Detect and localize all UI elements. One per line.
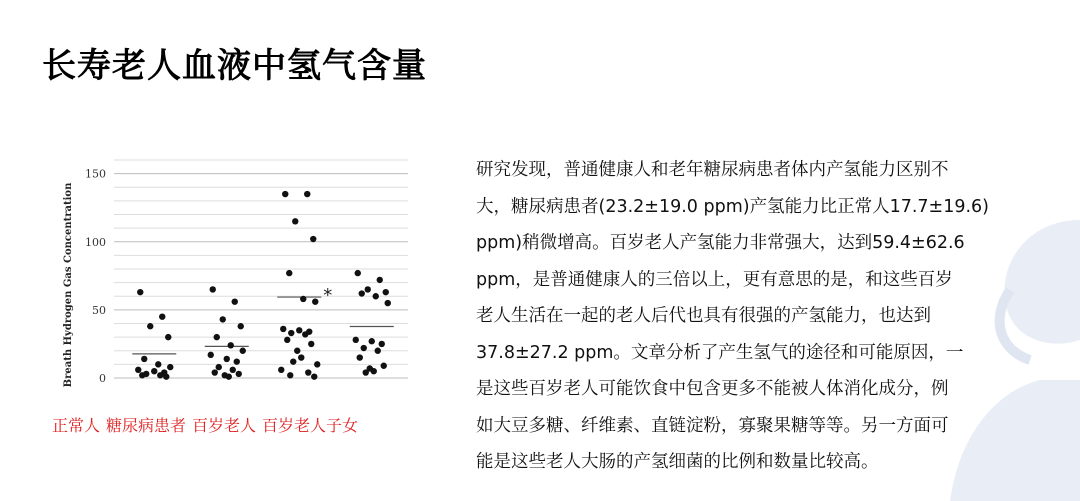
data-point bbox=[141, 356, 147, 362]
data-point bbox=[373, 293, 379, 299]
category-label-centenarian-offspring: 百岁老人子女 bbox=[262, 416, 359, 435]
data-point bbox=[357, 354, 363, 360]
data-point bbox=[302, 331, 308, 337]
data-point bbox=[296, 327, 302, 333]
data-point bbox=[224, 356, 230, 362]
paragraph-line: 研究发现，普通健康人和老年糖尿病患者体内产氢能力区别不 bbox=[476, 160, 949, 180]
data-point bbox=[167, 364, 173, 370]
data-point bbox=[220, 316, 226, 322]
category-label-centenarian: 百岁老人 bbox=[192, 416, 257, 435]
data-point bbox=[381, 363, 387, 369]
paragraph-line: 能是这些老人大肠的产氢细菌的比例和数量比较高。 bbox=[476, 452, 879, 472]
data-point bbox=[214, 334, 220, 340]
data-point bbox=[355, 270, 361, 276]
data-point bbox=[294, 348, 300, 354]
data-point bbox=[151, 368, 157, 374]
data-point bbox=[165, 334, 171, 340]
data-point bbox=[290, 358, 296, 364]
data-point bbox=[228, 342, 234, 348]
category-label-normal: 正常人 bbox=[52, 416, 101, 435]
data-point bbox=[280, 326, 286, 332]
data-point bbox=[238, 323, 244, 329]
data-point bbox=[278, 367, 284, 373]
chart-svg bbox=[58, 150, 418, 395]
y-tick-label: 100 bbox=[85, 235, 106, 249]
data-point bbox=[155, 361, 161, 367]
data-point bbox=[240, 348, 246, 354]
data-point bbox=[361, 345, 367, 351]
data-point bbox=[312, 299, 318, 305]
data-point bbox=[377, 277, 383, 283]
data-point bbox=[383, 289, 389, 295]
y-tick-label: 150 bbox=[85, 167, 106, 181]
data-point bbox=[308, 341, 314, 347]
data-point bbox=[139, 372, 145, 378]
data-point bbox=[147, 323, 153, 329]
data-point bbox=[305, 369, 311, 375]
body-paragraph bbox=[476, 152, 1046, 481]
significance-marker: * bbox=[323, 285, 333, 307]
mean-lines bbox=[132, 297, 394, 354]
data-point bbox=[216, 364, 222, 370]
paragraph-line: 37.8±27.2 ppm。文章分析了产生氢气的途径和可能原因，一 bbox=[476, 342, 964, 363]
y-axis-label: Breath Hydrogen Gas Concentration bbox=[63, 182, 74, 388]
data-point bbox=[159, 313, 165, 319]
y-tick-label: 0 bbox=[99, 372, 106, 385]
data-point bbox=[234, 358, 240, 364]
data-point bbox=[226, 373, 232, 379]
data-point bbox=[286, 270, 292, 276]
scatter-chart bbox=[58, 150, 418, 395]
y-tick-labels bbox=[85, 168, 106, 385]
y-tick-label: 50 bbox=[92, 303, 106, 317]
data-point bbox=[310, 236, 316, 242]
paragraph-line: ppm)稍微增高。百岁老人产氢能力非常强大，达到59.4±62.6 bbox=[476, 233, 965, 253]
slide-title: 长寿老人血液中氢气含量 bbox=[42, 46, 427, 86]
data-point bbox=[137, 289, 143, 295]
data-point bbox=[163, 373, 169, 379]
data-point bbox=[282, 191, 288, 197]
data-point bbox=[304, 191, 310, 197]
category-labels bbox=[52, 413, 364, 436]
data-point bbox=[300, 296, 306, 302]
data-point bbox=[379, 341, 385, 347]
data-point bbox=[363, 369, 369, 375]
data-point bbox=[287, 372, 293, 378]
data-point bbox=[369, 338, 375, 344]
category-label-diabetic: 糖尿病患者 bbox=[106, 416, 187, 435]
data-point bbox=[375, 348, 381, 354]
paragraph-line: 大，糖尿病患者(23.2±19.0 ppm)产氢能力比正常人17.7±19.6) bbox=[476, 196, 989, 217]
data-point bbox=[157, 372, 163, 378]
paragraph-line: 如大豆多糖、纤维素、直链淀粉，寡聚果糖等等。另一方面可 bbox=[476, 415, 949, 436]
data-point bbox=[371, 368, 377, 374]
data-point bbox=[212, 369, 218, 375]
data-point bbox=[288, 330, 294, 336]
paragraph-line: ppm，是普通健康人的三倍以上，更有意思的是，和这些百岁 bbox=[476, 269, 953, 290]
paragraph-line: 是这些百岁老人可能饮食中包含更多不能被人体消化成分，例 bbox=[476, 379, 949, 399]
data-point bbox=[230, 367, 236, 373]
data-point bbox=[236, 371, 242, 377]
data-point bbox=[311, 373, 317, 379]
data-point bbox=[298, 354, 304, 360]
data-point bbox=[353, 337, 359, 343]
data-point bbox=[135, 367, 141, 373]
data-point bbox=[208, 352, 214, 358]
data-point bbox=[232, 299, 238, 305]
data-point bbox=[365, 286, 371, 292]
data-point bbox=[314, 361, 320, 367]
paragraph-line: 老人生活在一起的老人后代也具有很强的产氢能力，也达到 bbox=[476, 306, 931, 326]
data-point bbox=[359, 290, 365, 296]
data-point bbox=[210, 286, 216, 292]
data-point bbox=[292, 218, 298, 224]
data-point bbox=[385, 300, 391, 306]
data-points bbox=[135, 191, 391, 380]
annotations bbox=[323, 285, 332, 306]
data-point bbox=[284, 337, 290, 343]
